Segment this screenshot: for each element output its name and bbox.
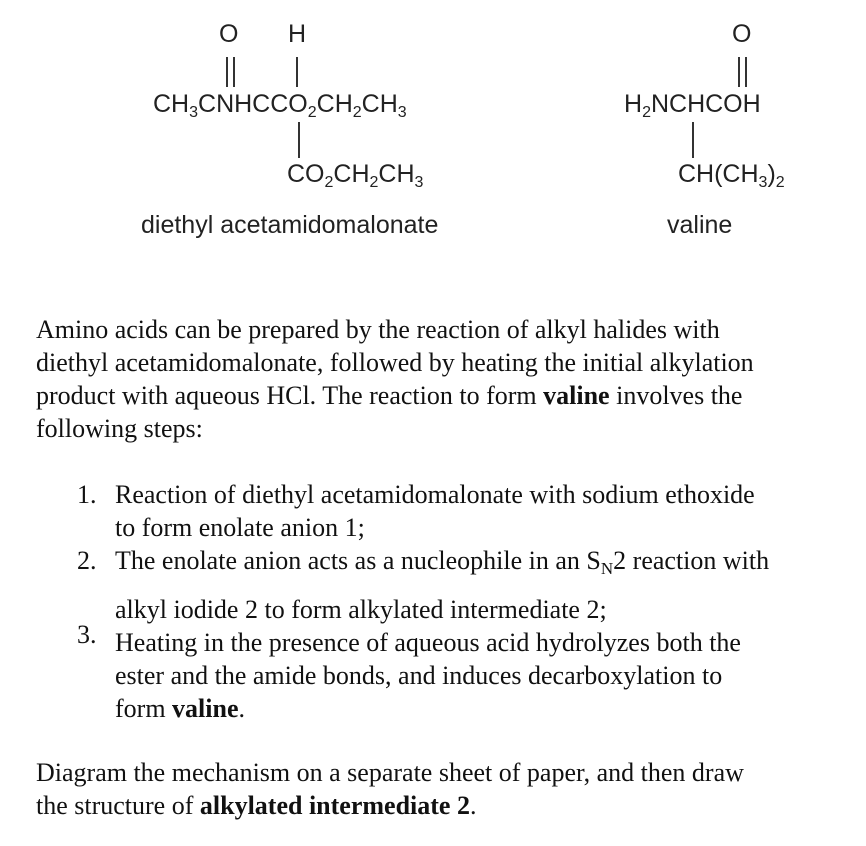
valine-carbonyl-oxygen-label: O (732, 20, 752, 48)
step-item: Heating in the presence of aqueous acid hydrolyzes both the ester and the amide bonds, and induces decarboxylation to form valine. (115, 628, 741, 723)
valine-double-bond-left (738, 57, 740, 87)
branch-bond-line (298, 122, 300, 158)
intro-line: diethyl acetamidomalonate, followed by heating the initial alkylation (36, 348, 754, 377)
intro-line: product with aqueous HCl. The reaction to form valine involves the (36, 381, 743, 410)
steps-list (115, 478, 866, 725)
step-number: 3. (77, 620, 97, 649)
valine-name-caption: valine (667, 211, 733, 239)
valine-branch-bond (692, 122, 694, 158)
valine-double-bond-right (745, 57, 747, 87)
closing-line: the structure of alkylated intermediate 2. (36, 791, 477, 820)
double-bond-line-right (233, 57, 235, 87)
step-number: 2. (77, 546, 97, 575)
double-bond-line-left (226, 57, 228, 87)
valine-main-chain: $H_2NCHCOH$ (624, 90, 761, 121)
intro-paragraph (36, 313, 864, 445)
step-number: 1. (77, 480, 97, 509)
closing-paragraph (36, 756, 864, 822)
dam-main-chain: $CH_3CNHCCO_2CH_2CH_3$ (153, 90, 407, 121)
closing-line: Diagram the mechanism on a separate sheet of paper, and then draw (36, 758, 744, 787)
step-item: The enolate anion acts as a nucleophile in an SN2 reaction with alkyl iodide 2 to form alkylated intermediate 2; (115, 546, 770, 624)
steps-list-container (115, 478, 866, 725)
valine-isopropyl-branch: $CH(CH_3)_2$ (678, 160, 785, 191)
single-bond-line (296, 57, 298, 87)
intro-line: Amino acids can be prepared by the reaction of alkyl halides with (36, 315, 720, 344)
intro-line: following steps: (36, 414, 203, 443)
dam-name-caption: diethyl acetamidomalonate (141, 211, 439, 239)
dam-ester-branch: $CO_2CH_2CH_3$ (287, 160, 424, 191)
amide-hydrogen-label: H (288, 20, 307, 48)
step-item: Reaction of diethyl acetamidomalonate with sodium ethoxide to form enolate anion 1; (115, 480, 755, 542)
carbonyl-oxygen-label: O (219, 20, 239, 48)
